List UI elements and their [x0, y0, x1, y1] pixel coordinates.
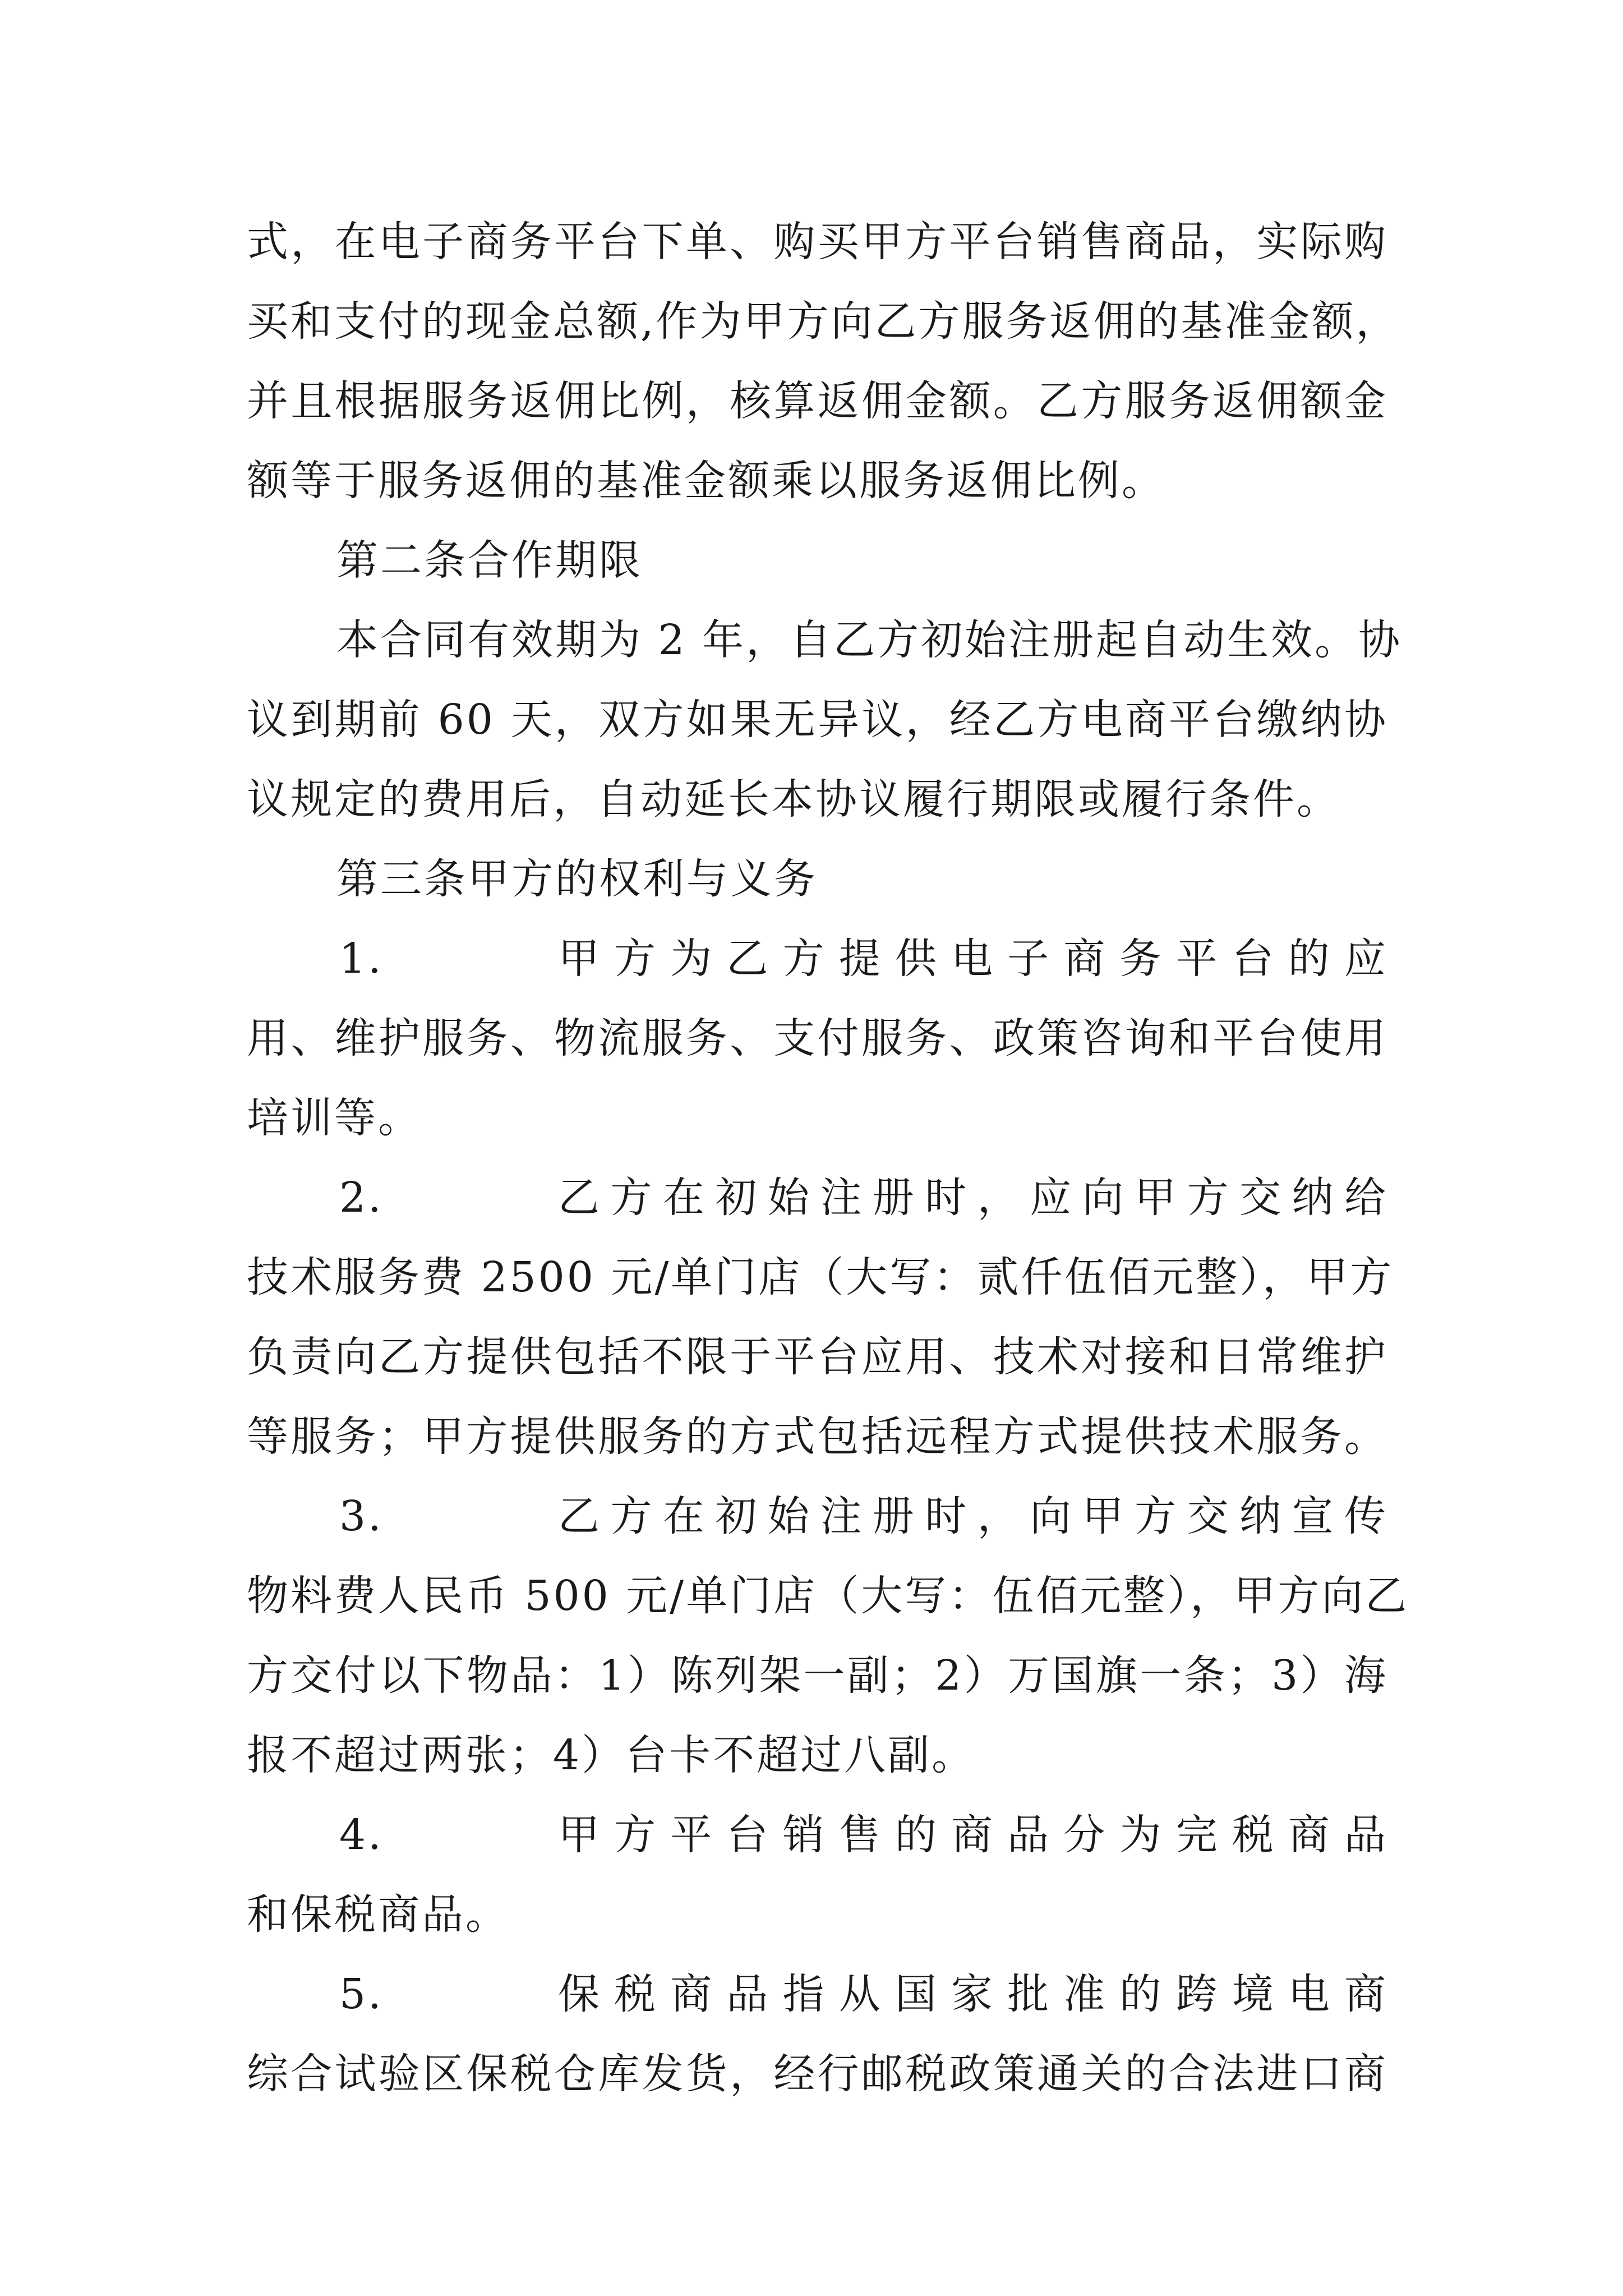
list-item-number: 4. — [339, 1811, 384, 1859]
document-body — [247, 202, 1409, 2114]
paragraph-line: 本合同有效期为 2 年，自乙方初始注册起自动生效。协 — [336, 616, 1403, 664]
list-item-text: 甲方为乙方提供电子商务平台的应 — [558, 935, 1388, 983]
paragraph-line: 综合试验区保税仓库发货，经行邮税政策通关的合法进口商 — [247, 2050, 1388, 2098]
list-item — [247, 1476, 1388, 1556]
paragraph-line: 报不超过两张；4）台卡不超过八副。 — [247, 1731, 976, 1779]
list-item-number: 1. — [339, 935, 384, 983]
list-item — [247, 1158, 1388, 1237]
list-item — [247, 1954, 1388, 2034]
paragraph-line: 式，在电子商务平台下单、购买甲方平台销售商品，实际购 — [247, 218, 1388, 266]
paragraph-line: 额等于服务返佣的基准金额乘以服务返佣比例。 — [247, 457, 1165, 505]
list-item-text: 乙方在初始注册时，向甲方交纳宣传 — [558, 1492, 1388, 1540]
paragraph-line: 负责向乙方提供包括不限于平台应用、技术对接和日常维护 — [247, 1333, 1388, 1381]
paragraph-line: 议规定的费用后，自动延长本协议履行期限或履行条件。 — [247, 775, 1340, 823]
list-item-number: 2. — [339, 1174, 384, 1222]
list-item — [247, 1795, 1388, 1875]
paragraph-line: 技术服务费 2500 元/单门店（大写：贰仟伍佰元整），甲方 — [247, 1253, 1394, 1301]
section-heading: 第二条合作期限 — [336, 536, 643, 585]
section-heading: 第三条甲方的权利与义务 — [336, 855, 818, 903]
paragraph-line: 议到期前 60 天，双方如果无异议，经乙方电商平台缴纳协 — [247, 696, 1388, 744]
list-item — [247, 919, 1388, 999]
list-item-number: 5. — [339, 1970, 384, 2018]
list-item-text: 甲方平台销售的商品分为完税商品 — [558, 1811, 1388, 1859]
list-item-text: 保税商品指从国家批准的跨境电商 — [558, 1970, 1388, 2018]
list-item-number: 3. — [339, 1492, 384, 1540]
paragraph-line: 用、维护服务、物流服务、支付服务、政策咨询和平台使用 — [247, 1014, 1388, 1062]
paragraph-line: 培训等。 — [247, 1094, 422, 1142]
paragraph-line: 物料费人民币 500 元/单门店（大写：伍佰元整），甲方向乙 — [247, 1572, 1409, 1620]
paragraph-line: 并且根据服务返佣比例，核算返佣金额。乙方服务返佣额金 — [247, 377, 1388, 425]
list-item-text: 乙方在初始注册时，应向甲方交纳给 — [558, 1174, 1388, 1222]
paragraph-line: 等服务；甲方提供服务的方式包括远程方式提供技术服务。 — [247, 1412, 1388, 1461]
paragraph-line: 方交付以下物品：1）陈列架一副；2）万国旗一条；3）海 — [247, 1651, 1388, 1700]
paragraph-line: 和保税商品。 — [247, 1890, 509, 1939]
paragraph-line: 买和支付的现金总额,作为甲方向乙方服务返佣的基准金额， — [247, 297, 1400, 346]
